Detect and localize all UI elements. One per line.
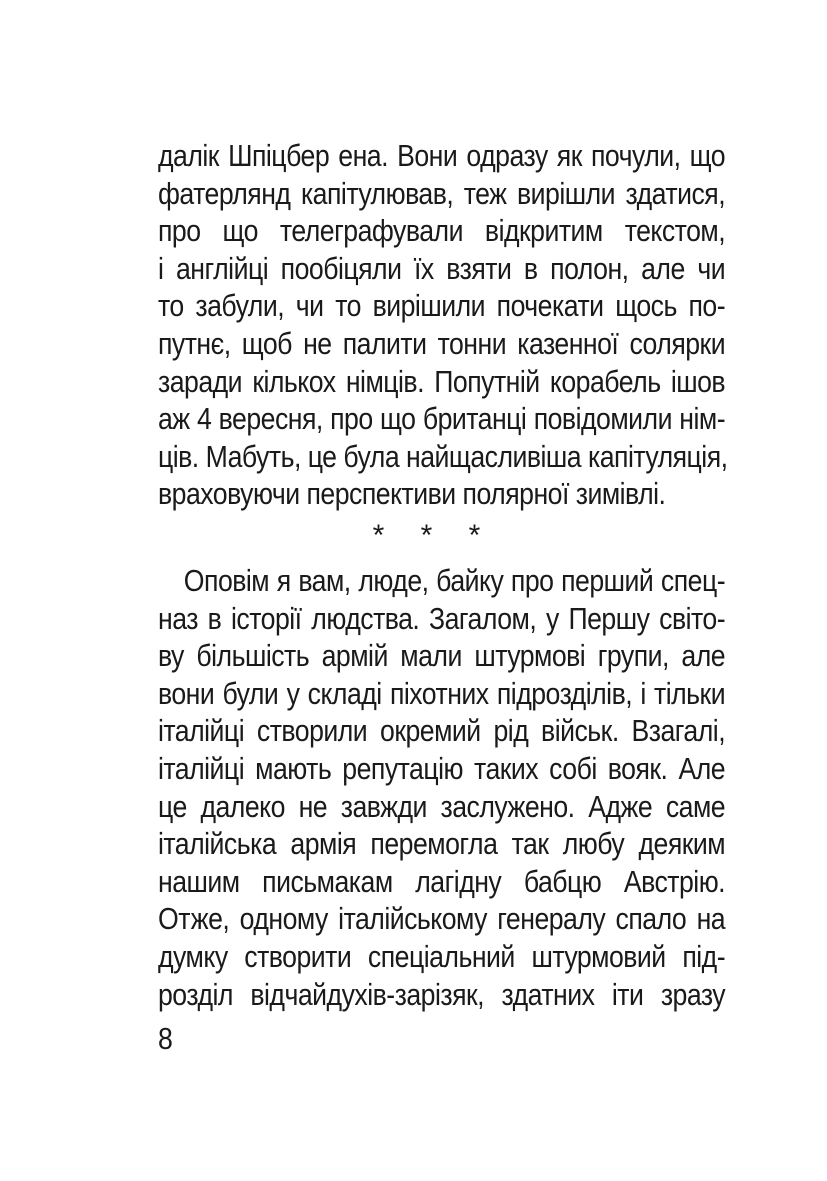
text-line: путнє, щоб не палити тонни казенної солярки	[158, 325, 726, 361]
page-number: 8	[158, 1021, 173, 1056]
text-line: враховуючи перспективи полярної зимівлі.	[158, 476, 666, 512]
text-line: це далеко не завжди заслужено. Адже саме	[158, 788, 726, 824]
text-line: італійська армія перемогла так любу деяким	[158, 826, 726, 862]
paragraph-1	[158, 137, 728, 513]
text-line: заради кількох німців. Попутній корабель ішов	[158, 363, 726, 399]
paragraph-2	[158, 562, 725, 1013]
text-line: то забули, чи то вирішили почекати щось по-	[158, 288, 726, 324]
text-line: про що телеграфували відкритим текстом,	[158, 213, 726, 249]
text-line: вони були у складі піхотних підрозділів, і тільки	[158, 675, 726, 711]
text-line: і англійці пообіцяли їх взяти в полон, але чи	[158, 250, 726, 286]
text-line: думку створити спеціальний штурмовий під-	[158, 938, 726, 974]
text-line: Оповім я вам, люде, байку про перший спец-	[183, 563, 726, 598]
text-line: Отже, одному італійському генералу спало на	[158, 901, 726, 937]
text-line: наз в історії людства. Загалом, у Першу світо-	[158, 600, 726, 636]
text-line: ву більшість армій мали штурмові групи, але	[158, 638, 726, 674]
text-line: розділ відчайдухів-зарізяк, здатних іти зразу	[158, 976, 726, 1012]
text-line: італійці мають репутацію таких собі вояк. Але	[158, 750, 726, 786]
text-line: ців. Мабуть, це була найщасливіша капітуляція,	[158, 438, 728, 474]
text-line: італійці створили окремий рід військ. Взагалі,	[158, 713, 726, 749]
text-line: нашим письмакам лагідну бабцю Австрію.	[158, 863, 726, 899]
text-line: далік Шпіцбер ена. Вони одразу як почули, що	[158, 138, 726, 173]
section-break-asterisks: * * *	[372, 519, 495, 552]
text-line: аж 4 вересня, про що британці повідомили нім-	[158, 401, 726, 437]
text-line: фатерлянд капітулював, теж вирішли здатися,	[158, 175, 726, 211]
